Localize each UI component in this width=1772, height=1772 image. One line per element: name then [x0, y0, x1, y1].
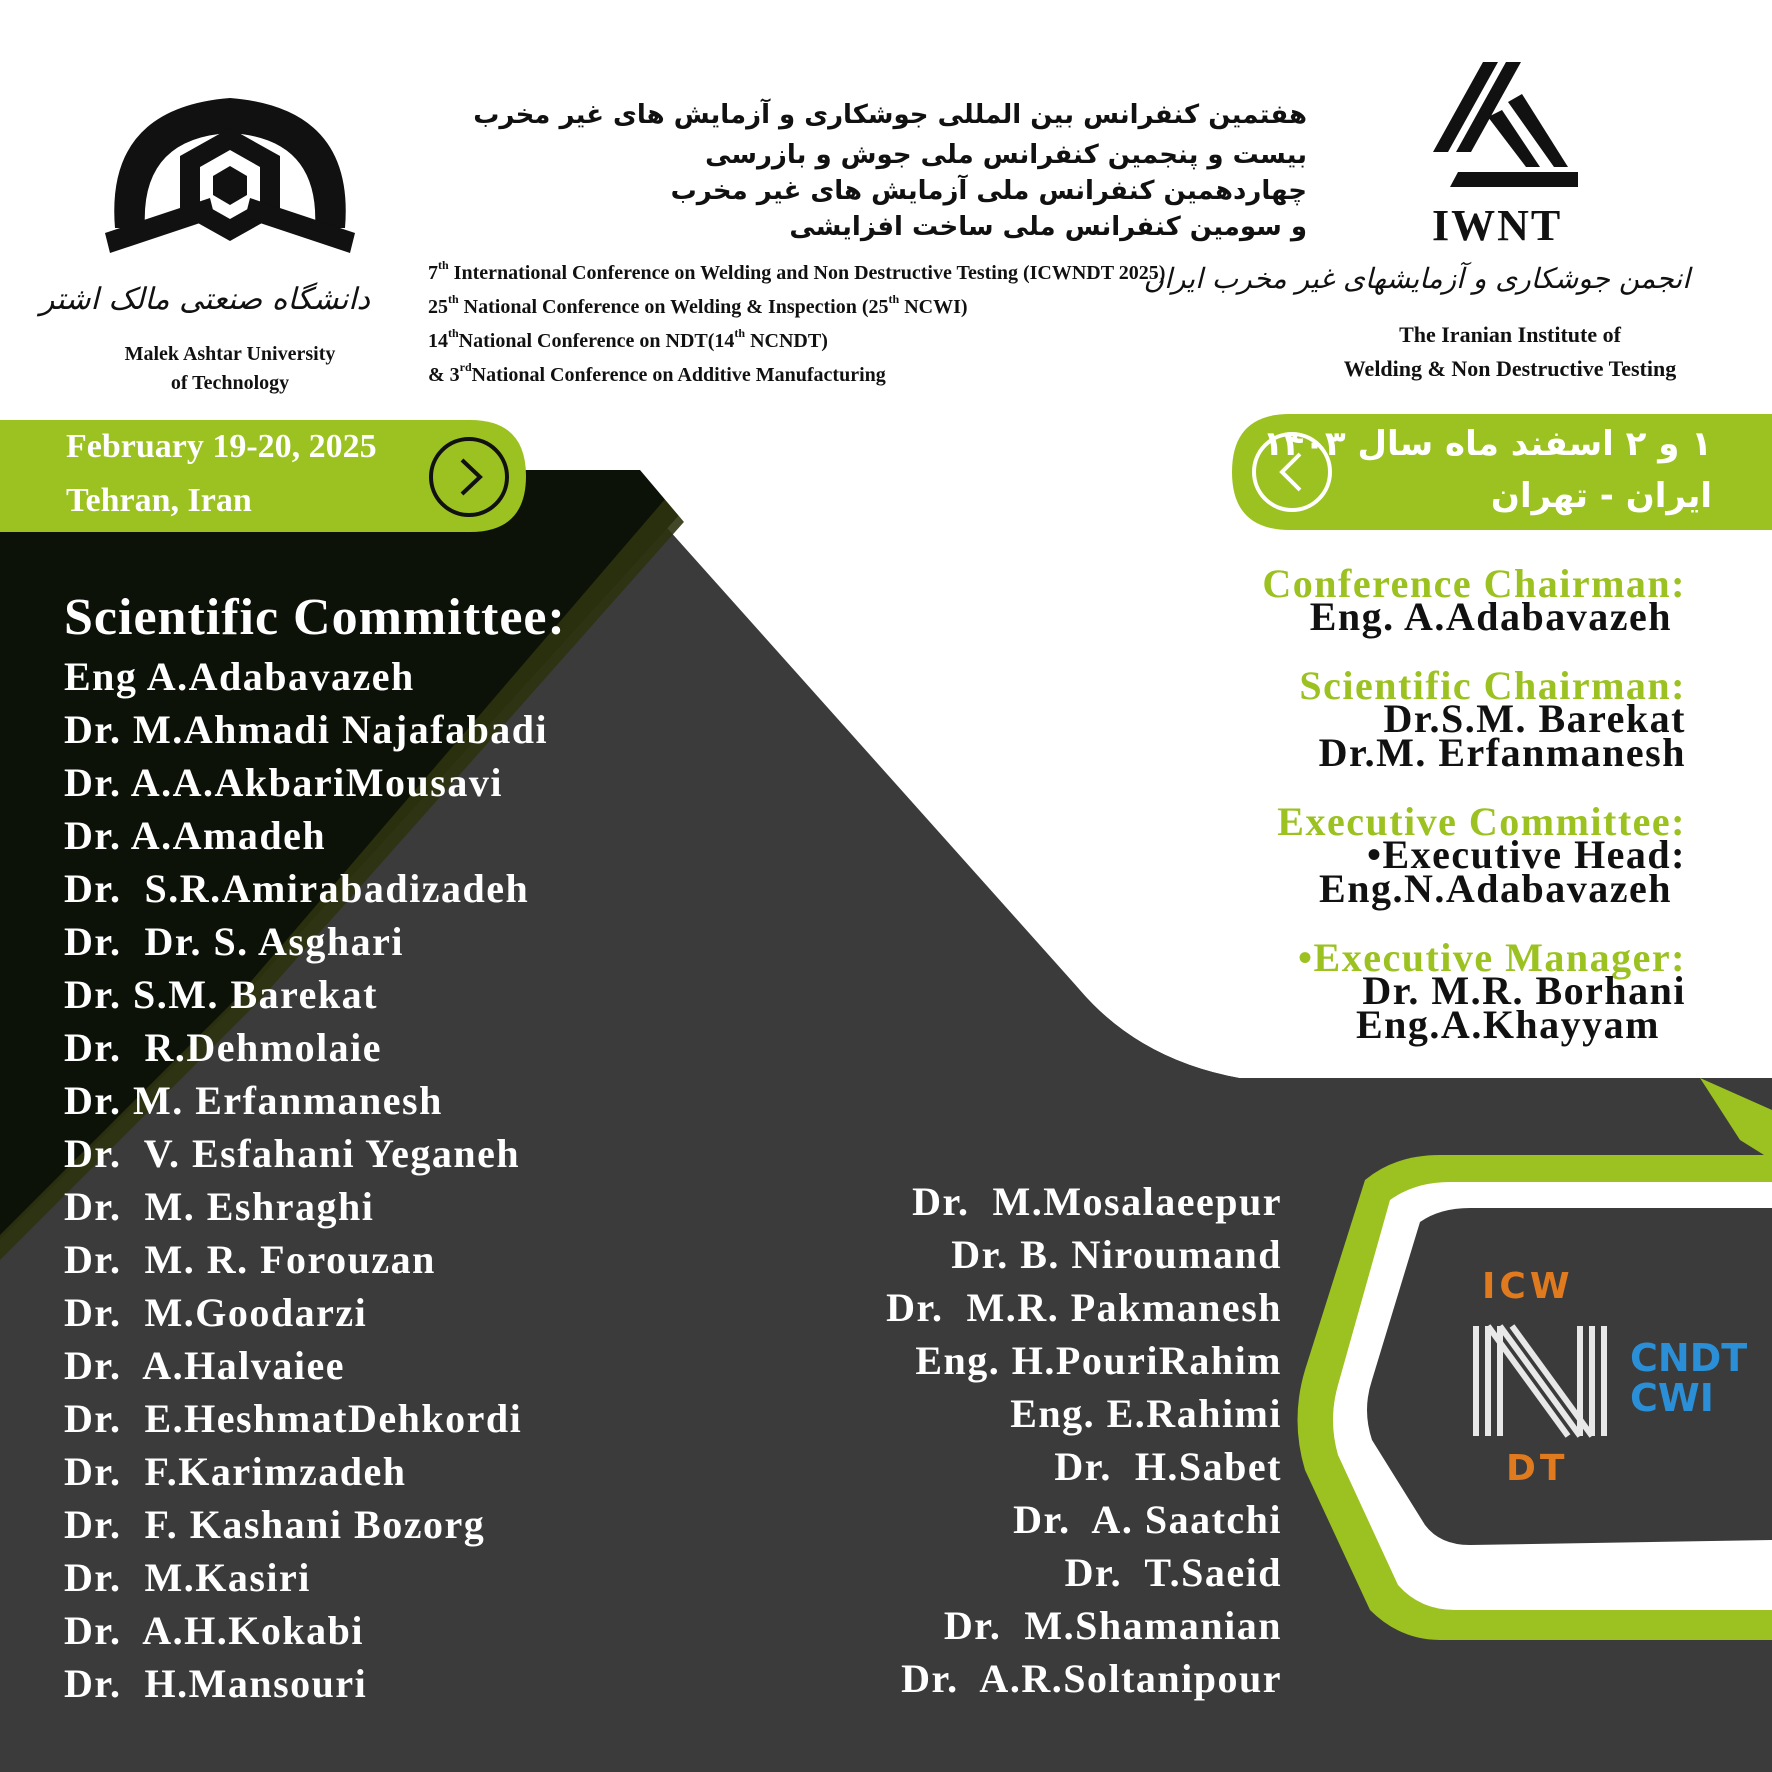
executive-manager-name-1: Dr. M.R. Borhani: [1362, 968, 1686, 1013]
event-logo-top: ICW: [1482, 1266, 1574, 1307]
iwnt-caption-line1: The Iranian Institute of: [1399, 322, 1621, 347]
list-item: Dr. B. Niroumand: [951, 1232, 1282, 1277]
executive-head-label: •Executive Head:: [1366, 832, 1686, 877]
list-item: Dr. F.Karimzadeh: [64, 1449, 407, 1494]
event-logo-n-icon: [1466, 1316, 1614, 1446]
list-item: Dr. M.Shamanian: [943, 1603, 1282, 1648]
malek-ashtar-caption-line1: Malek Ashtar University: [124, 343, 336, 365]
english-title-line1: 7th International Conference on Welding and Non Destructive Testing (ICWNDT 2025): [428, 258, 1166, 284]
iwnt-acronym: IWNT: [1432, 201, 1563, 250]
english-title-line2: 25th National Conference on Welding & Inspection (25th NCWI): [428, 292, 968, 318]
list-item: Dr. F. Kashani Bozorg: [64, 1502, 486, 1547]
iwnt-caption-line2: Welding & Non Destructive Testing: [1343, 356, 1677, 381]
list-item: Dr. H.Mansouri: [64, 1661, 368, 1706]
conference-chairman-label: Conference Chairman:: [1262, 561, 1686, 606]
english-title-line4: & 3rdNational Conference on Additive Manufacturing: [428, 360, 886, 386]
list-item: Dr. M.Ahmadi Najafabadi: [64, 707, 549, 752]
persian-pill-line1: ۱ و ۲ اسفند ماه سال ۱۴۰۳: [1262, 424, 1712, 464]
list-item: Dr. A.Amadeh: [64, 813, 327, 858]
list-item: Dr. H.Sabet: [1054, 1444, 1282, 1489]
list-item: Eng A.Adabavazeh: [64, 654, 415, 699]
conference-chairman-name: Eng. A.Adabavazeh: [1309, 594, 1672, 639]
event-logo-side-top: CNDT: [1630, 1336, 1748, 1380]
list-item: Dr. M. Erfanmanesh: [64, 1078, 443, 1123]
scientific-committee-title: Scientific Committee:: [64, 589, 566, 646]
event-logo-side-bottom: CWI: [1630, 1376, 1714, 1420]
malek-ashtar-persian-name: دانشگاه صنعتی مالک اشتر: [39, 282, 370, 317]
list-item: Dr. T.Saeid: [1064, 1550, 1282, 1595]
list-item: Dr. R.Dehmolaie: [64, 1025, 383, 1070]
executive-manager-label: •Executive Manager:: [1298, 935, 1686, 980]
list-item: Dr. E.HeshmatDehkordi: [64, 1396, 523, 1441]
list-item: Dr. A. Saatchi: [1013, 1497, 1282, 1542]
date-pill-line2: Tehran, Iran: [66, 482, 252, 519]
list-item: Dr. A.H.Kokabi: [64, 1608, 364, 1653]
list-item: Dr. Dr. S. Asghari: [64, 919, 405, 964]
list-item: Dr. V. Esfahani Yeganeh: [64, 1131, 521, 1176]
list-item: Dr. A.A.AkbariMousavi: [64, 760, 503, 805]
list-item: Dr. M.R. Pakmanesh: [886, 1285, 1282, 1330]
list-item: Dr. A.R.Soltanipour: [901, 1656, 1282, 1701]
list-item: Dr. M.Goodarzi: [64, 1290, 368, 1335]
iwnt-emblem-icon: [1428, 62, 1578, 197]
list-item: Eng. H.PouriRahim: [915, 1338, 1282, 1383]
committee-list-column1: [64, 650, 548, 1710]
list-item: Dr. M.Mosalaeepur: [912, 1179, 1282, 1224]
scientific-chairman-name-1: Dr.S.M. Barekat: [1383, 696, 1686, 741]
malek-ashtar-emblem-icon: [95, 78, 365, 278]
executive-manager-name-2: Eng.A.Khayyam: [1356, 1002, 1660, 1047]
persian-title-line3: چهاردهمین کنفرانس ملی آزمایش های غیر مخرب: [670, 176, 1307, 206]
executive-committee-label: Executive Committee:: [1277, 799, 1686, 844]
date-pill-line1: February 19-20, 2025: [66, 428, 377, 465]
scientific-chairman-name-2: Dr.M. Erfanmanesh: [1318, 730, 1686, 775]
iwnt-persian-name: انجمن جوشکاری و آزمایشهای غیر مخرب ایران: [1143, 262, 1690, 295]
persian-title-line2: بیست و پنجمین کنفرانس ملی جوش و بازرسی: [705, 140, 1307, 170]
list-item: Dr. M. Eshraghi: [64, 1184, 375, 1229]
scientific-chairman-label: Scientific Chairman:: [1299, 663, 1686, 708]
event-logo-bottom: DT: [1506, 1448, 1569, 1489]
persian-pill-line2: ایران - تهران: [1490, 476, 1712, 516]
list-item: Dr. M. R. Forouzan: [64, 1237, 436, 1282]
committee-list-column2: [886, 1175, 1282, 1705]
chevron-right-icon[interactable]: [428, 436, 510, 518]
malek-ashtar-caption-line2: of Technology: [170, 372, 290, 394]
list-item: Dr. S.M. Barekat: [64, 972, 378, 1017]
list-item: Eng. E.Rahimi: [1010, 1391, 1282, 1436]
persian-title-line1: هفتمین کنفرانس بین المللی جوشکاری و آزمایش های غیر مخرب: [473, 100, 1307, 130]
list-item: Dr. A.Halvaiee: [64, 1343, 345, 1388]
list-item: Dr. S.R.Amirabadizadeh: [64, 866, 530, 911]
executive-head-name: Eng.N.Adabavazeh: [1319, 866, 1672, 911]
persian-title-line4: و سومین کنفرانس ملی ساخت افزایشی: [789, 212, 1307, 242]
list-item: Dr. M.Kasiri: [64, 1555, 311, 1600]
english-title-line3: 14thNational Conference on NDT(14th NCNDT): [428, 326, 828, 352]
